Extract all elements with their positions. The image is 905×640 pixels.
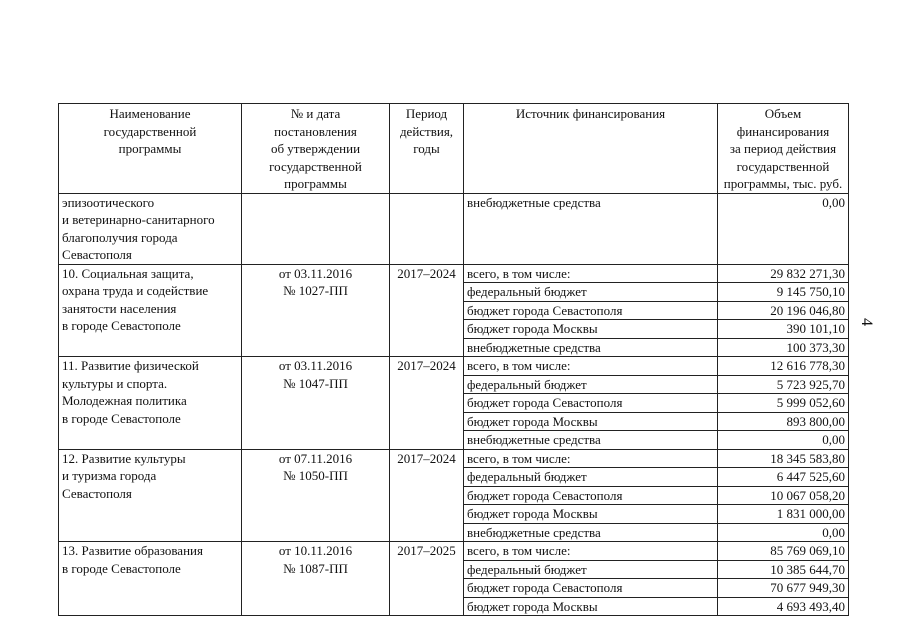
funding-amount-cell: 390 101,10 <box>718 320 849 339</box>
table-body <box>59 193 849 616</box>
funding-source-cell: внебюджетные средства <box>464 193 718 264</box>
funding-source-cell: бюджет города Севастополя <box>464 394 718 413</box>
funding-source-cell: внебюджетные средства <box>464 431 718 450</box>
funding-source-cell: внебюджетные средства <box>464 338 718 357</box>
program-name-cell: 12. Развитие культуры и туризма города Севастополя <box>59 449 242 542</box>
period-cell: 2017–2024 <box>390 264 464 357</box>
period-cell <box>390 193 464 264</box>
funding-source-cell: всего, в том числе: <box>464 264 718 283</box>
resolution-cell: от 03.11.2016 № 1027-ПП <box>242 264 390 357</box>
funding-amount-cell: 100 373,30 <box>718 338 849 357</box>
funding-amount-cell: 9 145 750,10 <box>718 283 849 302</box>
funding-source-cell: бюджет города Севастополя <box>464 486 718 505</box>
table-header-row <box>59 104 849 194</box>
funding-amount-cell: 5 723 925,70 <box>718 375 849 394</box>
funding-source-cell: федеральный бюджет <box>464 468 718 487</box>
funding-source-cell: внебюджетные средства <box>464 523 718 542</box>
resolution-cell: от 10.11.2016 № 1087-ПП <box>242 542 390 616</box>
funding-amount-cell: 10 385 644,70 <box>718 560 849 579</box>
table-row <box>59 542 849 561</box>
funding-source-cell: федеральный бюджет <box>464 375 718 394</box>
header-number-date: № и дата постановления об утверждении государственной программы <box>242 104 390 194</box>
funding-amount-cell: 12 616 778,30 <box>718 357 849 376</box>
table-row <box>59 264 849 283</box>
program-name-cell: 11. Развитие физической культуры и спорта. Молодежная политика в городе Севастополе <box>59 357 242 450</box>
financing-table <box>58 103 849 616</box>
program-name-cell: 13. Развитие образования в городе Севастополе <box>59 542 242 616</box>
header-program-name: Наименование государственной программы <box>59 104 242 194</box>
funding-amount-cell: 10 067 058,20 <box>718 486 849 505</box>
funding-amount-cell: 893 800,00 <box>718 412 849 431</box>
funding-amount-cell: 0,00 <box>718 431 849 450</box>
funding-source-cell: бюджет города Москвы <box>464 320 718 339</box>
program-name-cell: эпизоотического и ветеринарно-санитарного благополучия города Севастополя <box>59 193 242 264</box>
resolution-cell: от 03.11.2016 № 1047-ПП <box>242 357 390 450</box>
funding-amount-cell: 18 345 583,80 <box>718 449 849 468</box>
funding-source-cell: бюджет города Севастополя <box>464 301 718 320</box>
funding-source-cell: всего, в том числе: <box>464 357 718 376</box>
funding-source-cell: бюджет города Москвы <box>464 505 718 524</box>
resolution-cell <box>242 193 390 264</box>
funding-source-cell: федеральный бюджет <box>464 560 718 579</box>
funding-amount-cell: 0,00 <box>718 523 849 542</box>
funding-amount-cell: 1 831 000,00 <box>718 505 849 524</box>
program-name-cell: 10. Социальная защита, охрана труда и содействие занятости населения в городе Севастополе <box>59 264 242 357</box>
funding-source-cell: федеральный бюджет <box>464 283 718 302</box>
funding-amount-cell: 4 693 493,40 <box>718 597 849 616</box>
period-cell: 2017–2024 <box>390 449 464 542</box>
table-row <box>59 357 849 376</box>
funding-amount-cell: 20 196 046,80 <box>718 301 849 320</box>
period-cell: 2017–2024 <box>390 357 464 450</box>
funding-amount-cell: 85 769 069,10 <box>718 542 849 561</box>
period-cell: 2017–2025 <box>390 542 464 616</box>
resolution-cell: от 07.11.2016 № 1050-ПП <box>242 449 390 542</box>
table-row <box>59 193 849 264</box>
header-period: Период действия, годы <box>390 104 464 194</box>
funding-amount-cell: 70 677 949,30 <box>718 579 849 598</box>
funding-amount-cell: 29 832 271,30 <box>718 264 849 283</box>
funding-source-cell: всего, в том числе: <box>464 449 718 468</box>
funding-source-cell: бюджет города Севастополя <box>464 579 718 598</box>
page-number: 4 <box>858 318 875 326</box>
table-row <box>59 449 849 468</box>
funding-source-cell: всего, в том числе: <box>464 542 718 561</box>
funding-source-cell: бюджет города Москвы <box>464 597 718 616</box>
funding-amount-cell: 6 447 525,60 <box>718 468 849 487</box>
header-funding-volume: Объем финансирования за период действия государственной программы, тыс. руб. <box>718 104 849 194</box>
funding-amount-cell: 5 999 052,60 <box>718 394 849 413</box>
header-funding-source: Источник финансирования <box>464 104 718 194</box>
funding-amount-cell: 0,00 <box>718 193 849 264</box>
funding-source-cell: бюджет города Москвы <box>464 412 718 431</box>
